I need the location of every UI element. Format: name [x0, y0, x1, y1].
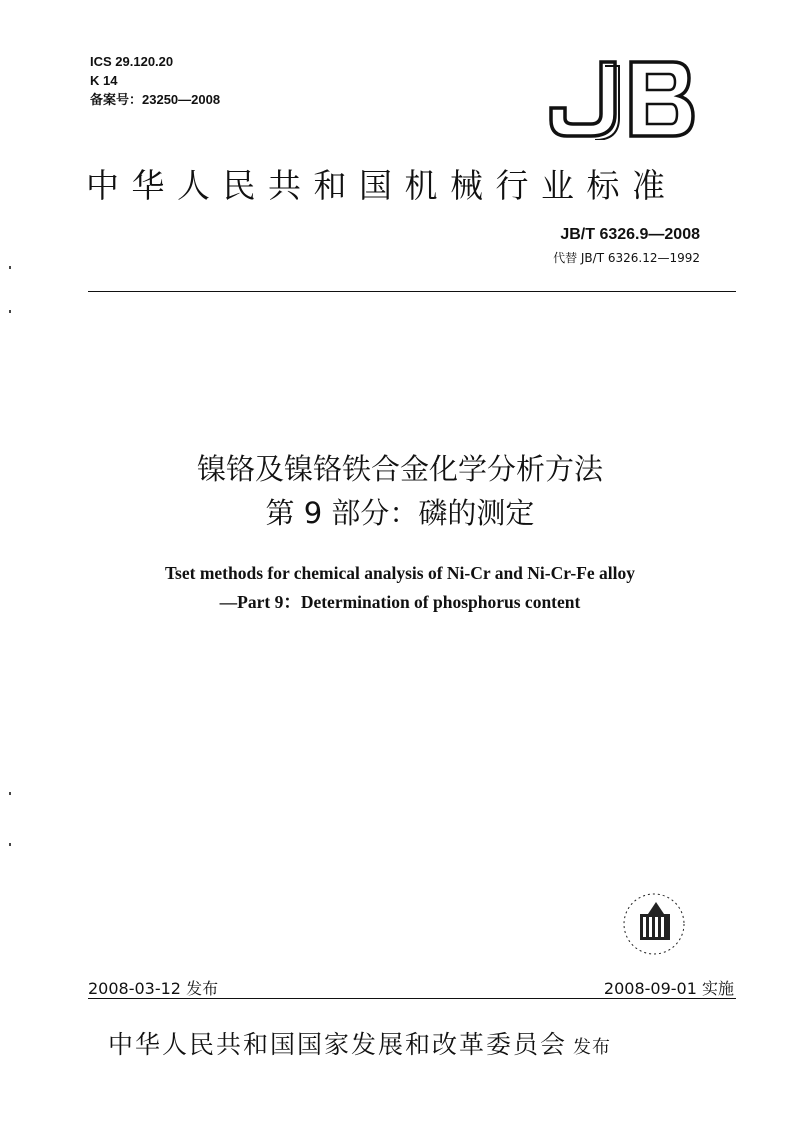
publisher-seal-icon	[618, 888, 690, 960]
filing-number: 备案号：23250—2008	[90, 92, 221, 107]
jb-logo	[547, 58, 697, 140]
jb-logo-j	[551, 62, 619, 140]
header-divider	[88, 291, 736, 292]
publisher-suffix: 发布	[573, 1037, 612, 1058]
scan-speck	[9, 266, 11, 269]
title-cn-line2: 第 9 部分：磷的测定	[265, 496, 535, 530]
jb-logo-b	[631, 62, 693, 136]
publisher	[108, 1025, 611, 1061]
ics-code: ICS 29.120.20	[90, 54, 174, 69]
implementation-date: 2008-09-01 实施	[603, 979, 734, 998]
scan-speck	[9, 843, 11, 846]
standard-metadata	[90, 52, 220, 109]
scan-speck	[9, 310, 11, 313]
ccs-code: K 14	[90, 73, 118, 88]
footer-divider	[88, 998, 736, 999]
scan-speck	[9, 792, 11, 795]
title-en-line1: Tset methods for chemical analysis of Ni-Cr and Ni-Cr-Fe alloy	[164, 563, 636, 583]
standard-number: JB/T 6326.9—2008	[560, 226, 700, 243]
industry-standard-title: 中华人民共和国机械行业标准	[86, 166, 678, 205]
title-en-line2: —Part 9：Determination of phosphorus content	[219, 592, 581, 612]
replaces-standard: 代替 JB/T 6326.12—1992	[553, 251, 700, 265]
title-cn-line1: 镍铬及镍铬铁合金化学分析方法	[196, 452, 603, 486]
issue-date: 2008-03-12 发布	[88, 979, 219, 998]
publisher-name: 中华人民共和国国家发展和改革委员会	[108, 1030, 568, 1059]
